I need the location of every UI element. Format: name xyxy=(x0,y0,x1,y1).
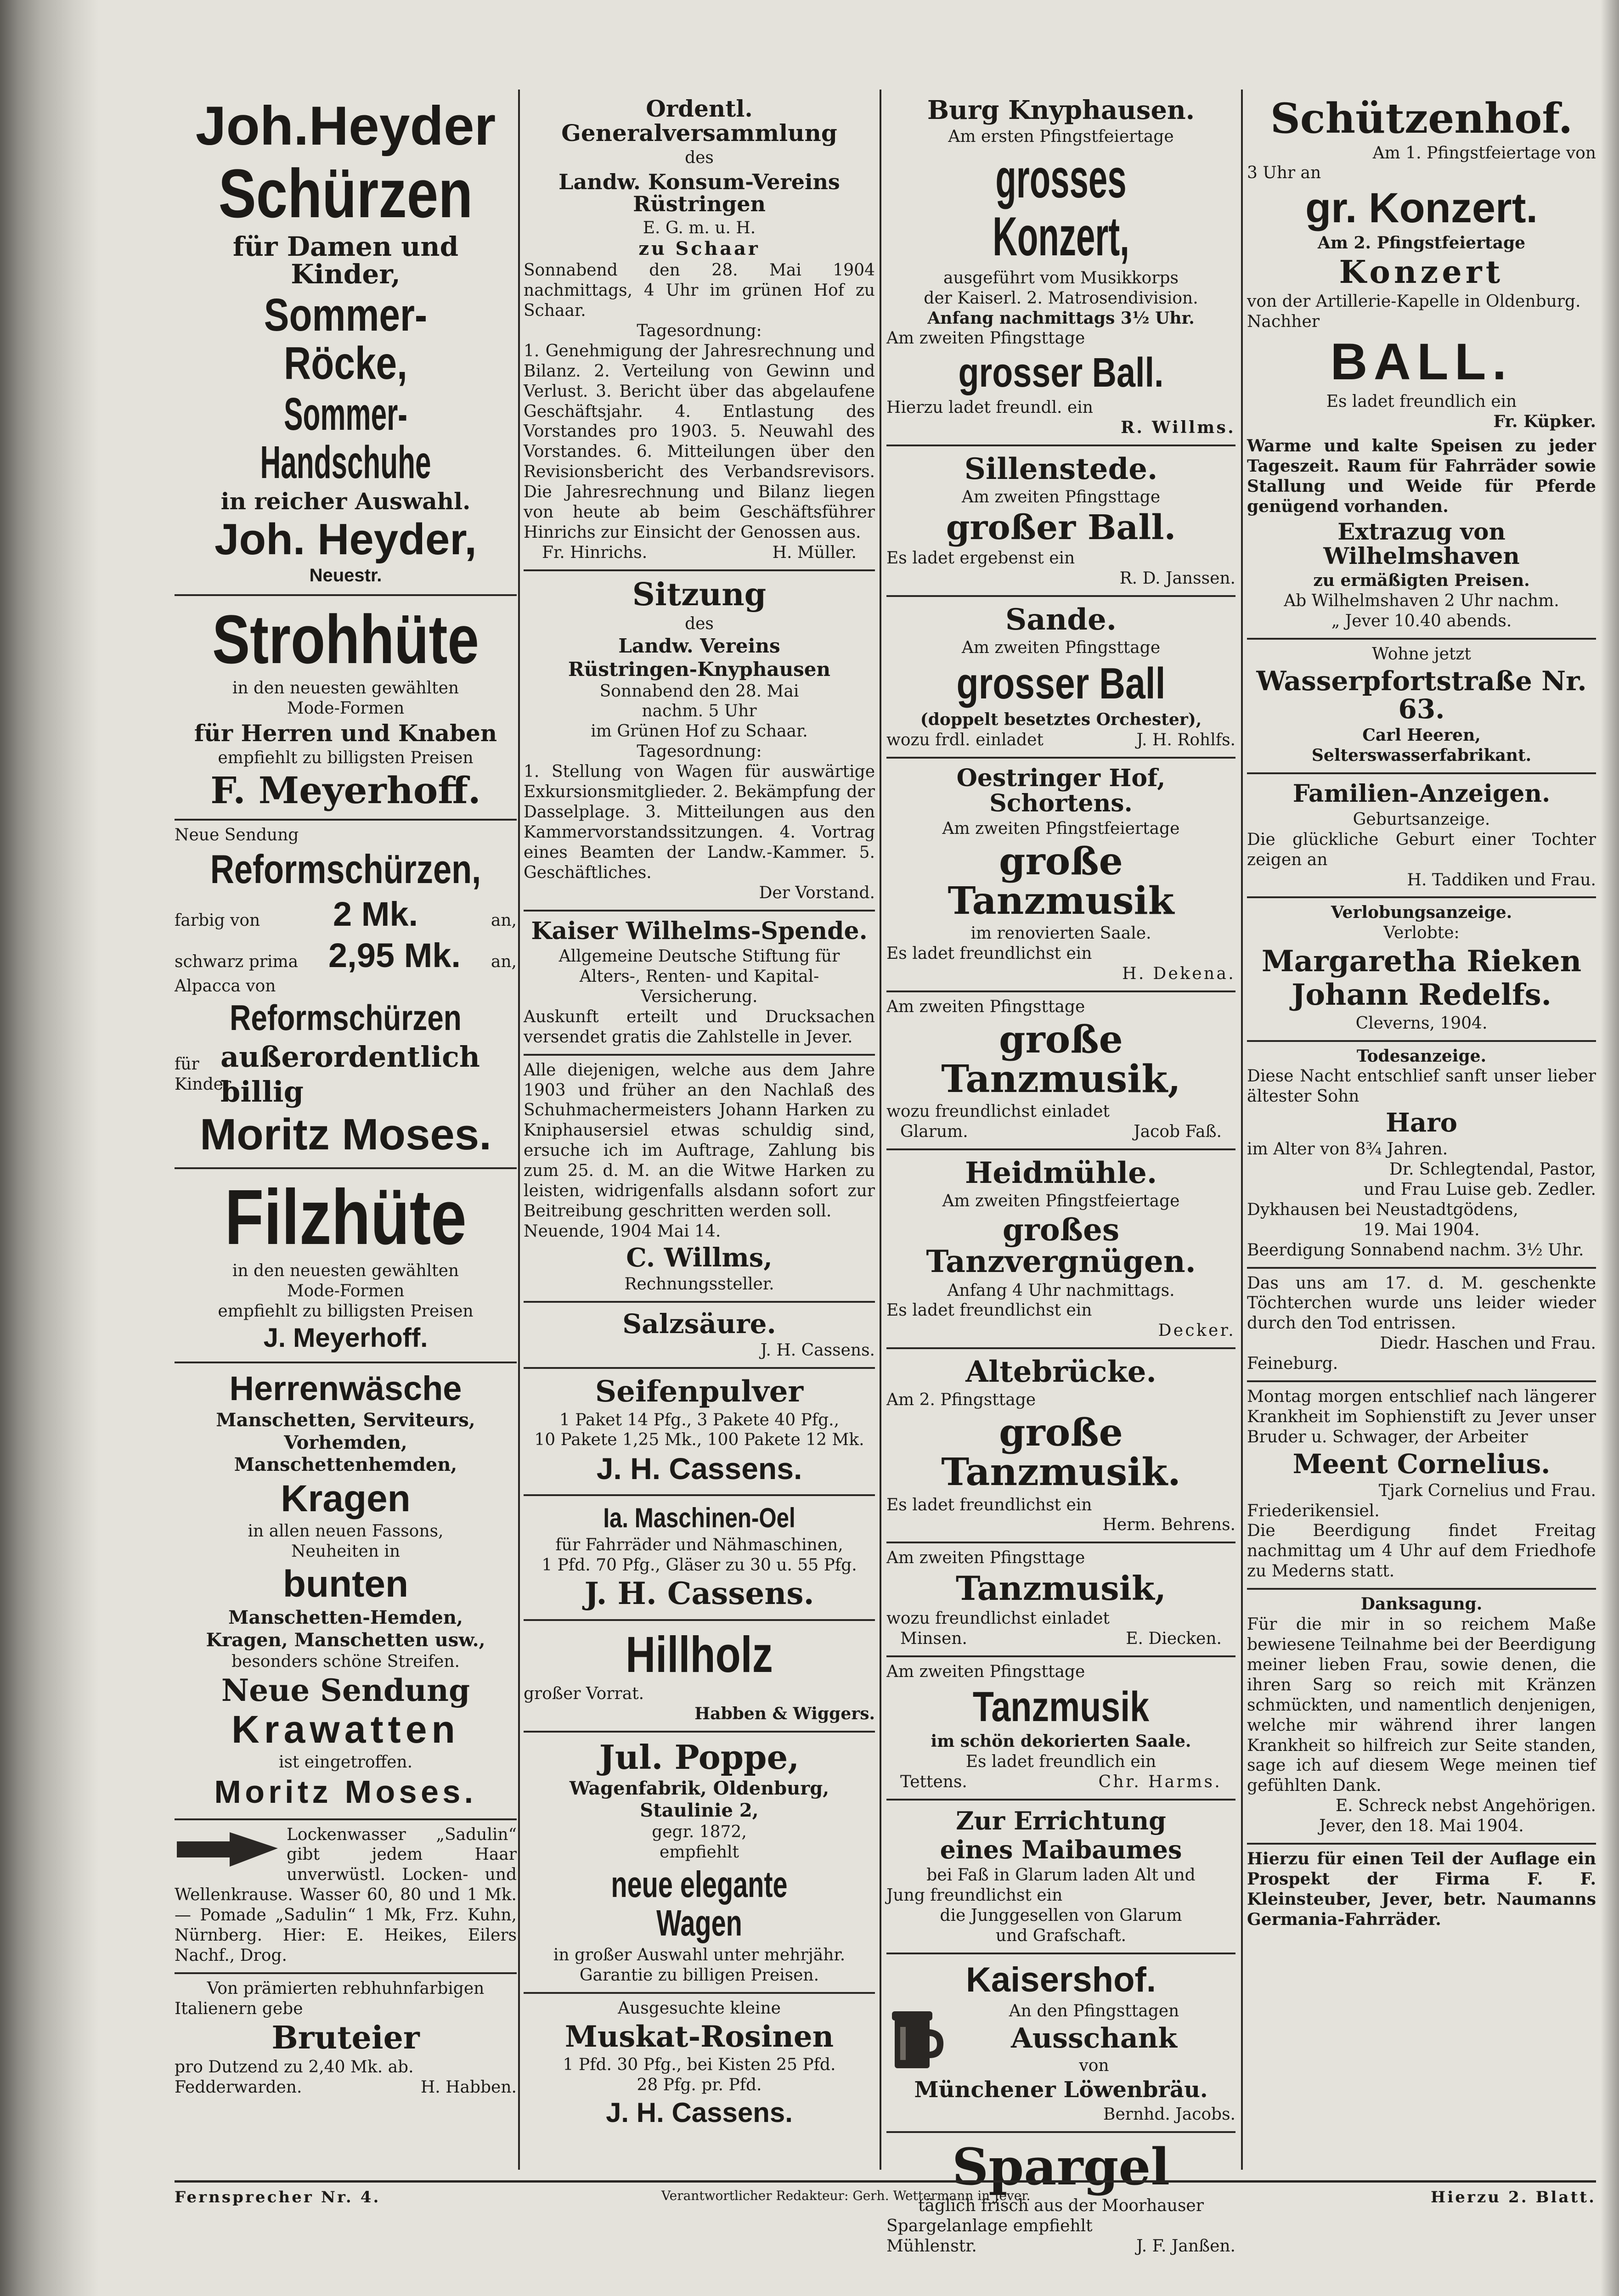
ad-title: Ordentl. Generalversammlung xyxy=(561,95,837,146)
footer-editor: Verantwortlicher Redakteur: Gerh. Wettermann in Jever. xyxy=(661,2188,1031,2203)
column-3 xyxy=(886,90,1235,2256)
ad-harken xyxy=(524,1056,875,1303)
ad-todesanzeige-haro xyxy=(1247,1042,1596,1269)
ad-text: Die glückliche Geburt einer Tochter zeigen an xyxy=(1247,830,1596,869)
ad-sadulin xyxy=(175,1820,517,1974)
ad-title: Hillholz xyxy=(626,1626,773,1683)
ad-maschinen-oel xyxy=(524,1496,875,1621)
ad-title: großes Tanzvergnügen. xyxy=(926,1211,1196,1280)
ad-title: Tanzmusik, xyxy=(956,1569,1166,1608)
ad-sillenstede xyxy=(886,446,1235,597)
ad-title: große Tanzmusik, xyxy=(941,1017,1181,1101)
ad-text: Für die mir in so reichem Maße bewiesene Teilnahme bei der Beerdigung meiner lieben Frau, sowie denen, die ihren Sarg so reich mit Kränzen schmückten, und namentlich denjenigen, welche mir während ihrer langen Krankheit so hilfreich zur Seite standen, sage ich auf diesem Wege meinen tief gefühlten Dank. xyxy=(1247,1615,1596,1795)
ad-signature: J. Meyerhoff. xyxy=(263,1323,428,1353)
ad-line: Rechnungssteller. xyxy=(624,1274,774,1294)
ad-line: Am 2. Pfingstfeiertage xyxy=(1317,233,1526,253)
ad-line: Geburtsanzeige. xyxy=(1353,810,1490,829)
ad-line: Glarum. Jacob Faß. xyxy=(900,1122,1222,1141)
ad-signature: Joh. Heyder, xyxy=(214,514,477,564)
ad-title: Schürzen xyxy=(218,155,473,232)
ad-line: und Grafschaft. xyxy=(995,1926,1127,1945)
ad-line: Neuheiten in xyxy=(291,1542,401,1561)
price-row xyxy=(175,935,517,976)
ad-signature: Fr. Hinrichs. H. Müller. xyxy=(542,543,857,562)
ad-signature: H. Taddiken und Frau. xyxy=(1407,870,1596,889)
ad-line: Verlobte: xyxy=(1383,923,1460,943)
ad-signature: J. H. Cassens. xyxy=(584,1576,814,1612)
ad-title: Reformschürzen, xyxy=(210,846,481,892)
ad-line: Wagenfabrik, Oldenburg, xyxy=(569,1777,829,1799)
ad-title: Reformschürzen xyxy=(230,997,462,1038)
ad-line: ist eingetroffen. xyxy=(278,1753,413,1772)
ad-line: Versicherung. xyxy=(641,987,758,1006)
ad-line: empfiehlt zu billigsten Preisen xyxy=(218,748,474,768)
column-rule xyxy=(518,90,520,2170)
ad-line: in den neuesten gewählten xyxy=(232,679,459,698)
ad-line: empfiehlt zu billigsten Preisen xyxy=(218,1302,474,1321)
ad-text: 1. Stellung von Wagen für auswärtige Exkursionsmitglieder. 2. Bekämpfung der Dasselplage. 3. Mitteilungen aus den Kammervorstandssitzungen. 4. Vortrag eines Beamten der Landw.-Kammer. 5. Geschäftliches. xyxy=(524,762,875,882)
ad-line: im schön dekorierten Saale. xyxy=(931,1732,1191,1751)
ad-signature: H. Dekena. xyxy=(1122,964,1235,984)
ad-line: Von prämierten rebhuhnfarbigen xyxy=(207,1979,485,1998)
ad-line: Jever, den 18. Mai 1904. xyxy=(1319,1817,1524,1836)
ad-title: Familien-Anzeigen. xyxy=(1292,780,1551,808)
ad-title: Münchener Löwenbräu. xyxy=(914,2077,1208,2103)
ad-line: in reicher Auswahl. xyxy=(220,488,471,515)
column-4 xyxy=(1247,90,1596,2151)
ad-signature: J. H. Cassens. xyxy=(606,2097,793,2128)
ad-oestringer-hof xyxy=(886,759,1235,992)
ad-line: Sonnabend den 28. Mai xyxy=(599,681,799,701)
ad-title: Oestringer Hof, Schortens. xyxy=(956,764,1166,817)
ad-title: Danksagung. xyxy=(1360,1594,1483,1614)
ad-line: wozu freundlichst einladet xyxy=(886,1102,1110,1121)
ad-altebruecke xyxy=(886,1349,1235,1543)
ad-line: Dykhausen bei Neustadtgödens, xyxy=(1247,1200,1518,1219)
ad-text: Montag morgen entschlief nach längerer Krankheit im Sophienstift zu Jever unser Bruder u. Schwager, der Arbeiter xyxy=(1247,1387,1596,1446)
ad-signature: F. Meyerhoff. xyxy=(210,769,481,812)
ad-line: Am 2. Pfingsttage xyxy=(886,1390,1036,1410)
ad-signature: Moritz Moses. xyxy=(214,1774,477,1810)
ad-line: Beerdigung Sonnabend nachm. 3½ Uhr. xyxy=(1247,1240,1584,1260)
ad-title: Kragen xyxy=(281,1478,411,1520)
ad-glarum xyxy=(886,992,1235,1150)
ad-line: Nachher xyxy=(1247,312,1320,332)
ad-title: neue elegante Wagen xyxy=(611,1864,788,1944)
ad-tettens xyxy=(886,1657,1235,1801)
ad-line: in großer Auswahl unter mehrjähr. xyxy=(553,1946,846,1965)
ad-title: Konzert xyxy=(1339,253,1504,291)
ad-line: Rüstringen-Knyphausen xyxy=(568,658,831,681)
ad-line: Es ladet freundlichst ein xyxy=(886,1301,1092,1320)
ad-poppe xyxy=(524,1733,875,1994)
ad-title: Joh.Heyder xyxy=(195,95,496,157)
ad-salzsaeure xyxy=(524,1303,875,1369)
ad-line: der Kaiserl. 2. Matrosendivision. xyxy=(924,288,1198,308)
ad-title: Schützenhof. xyxy=(1270,94,1573,143)
ad-title: Johann Redelfs. xyxy=(1292,978,1551,1013)
ad-strohhuete xyxy=(175,596,517,821)
ad-line: an, xyxy=(491,911,517,930)
ad-line: für Fahrräder und Nähmaschinen, xyxy=(555,1535,843,1554)
ad-line: An den Pfingsttagen xyxy=(1009,2001,1179,2020)
ad-line: großer Vorrat. xyxy=(524,1684,644,1704)
ad-title: große Tanzmusik. xyxy=(941,1411,1181,1495)
ad-title: großer Ball. xyxy=(946,507,1176,547)
ad-line: E. G. m. u. H. xyxy=(643,218,756,237)
ad-text: Diese Nacht entschlief sanft unser lieber ältester Sohn xyxy=(1247,1067,1596,1106)
ad-line: 1 Paket 14 Pfg., 3 Pakete 40 Pfg., xyxy=(559,1410,840,1429)
ad-title: gr. Konzert. xyxy=(1305,185,1538,232)
ad-line: zu Schaar xyxy=(638,238,760,260)
ad-line: zu ermäßigten Preisen. xyxy=(1313,571,1530,591)
ad-line: Fedderwarden. H. Habben. xyxy=(175,2078,517,2097)
pointing-hand-icon xyxy=(175,1828,280,1878)
column-1 xyxy=(175,90,517,2151)
ad-wohne-jetzt xyxy=(1247,640,1596,775)
ad-title: Kaisershof. xyxy=(966,1960,1156,1999)
ad-familien-anzeigen xyxy=(1247,774,1596,898)
ad-line: Manschetten-Hemden, xyxy=(228,1607,463,1629)
column-2 xyxy=(524,90,875,2151)
ad-line: Selterswasserfabrikant. xyxy=(1311,746,1532,765)
ad-signature: J. H. Cassens. xyxy=(596,1452,802,1486)
ad-title: grosses Konzert, xyxy=(993,147,1129,267)
ad-title: Herrenwäsche xyxy=(229,1369,462,1408)
ad-minsen xyxy=(886,1543,1235,1657)
ad-line: (doppelt besetztes Orchester), xyxy=(920,710,1202,730)
ad-title: Neue Sendung xyxy=(221,1672,470,1708)
ad-line: von der Artillerie-Kapelle in Oldenburg. xyxy=(1247,292,1581,311)
ad-line: von xyxy=(1079,2056,1109,2075)
ad-text: Das uns am 17. d. M. geschenkte Töchterchen wurde uns leider wieder durch den Tod entrissen. xyxy=(1247,1273,1596,1333)
ad-line: des xyxy=(685,614,714,634)
price: 2 Mk. xyxy=(333,895,418,933)
ad-line: „ Jever 10.40 abends. xyxy=(1331,611,1512,630)
ad-danksagung xyxy=(1247,1590,1596,1845)
ad-signature: R. D. Janssen. xyxy=(1119,569,1235,588)
ad-line: Spargelanlage empfiehlt xyxy=(886,2217,1093,2236)
ad-line: Alpacca von xyxy=(175,977,276,996)
ad-line: Allgemeine Deutsche Stiftung für xyxy=(558,947,840,966)
ad-line: Tagesordnung: xyxy=(637,742,762,761)
ad-signature: Herm. Behrens. xyxy=(1102,1515,1235,1535)
ad-line: Garantie zu billigen Preisen. xyxy=(579,1965,819,1985)
ad-signature: Diedr. Haschen und Frau. xyxy=(1380,1334,1596,1353)
ad-title: Zur Errichtung xyxy=(956,1806,1166,1835)
ad-title: Sommer-Handschuhe xyxy=(260,388,431,489)
ad-line: Es ladet freundlichst ein xyxy=(886,1495,1092,1514)
column-rule xyxy=(880,90,881,2170)
ad-title: große Tanzmusik xyxy=(948,839,1174,923)
ad-line: farbig von xyxy=(175,911,260,930)
ad-line: die Junggesellen von Glarum xyxy=(940,1906,1182,1925)
ad-title: Meent Cornelius. xyxy=(1292,1448,1551,1480)
ad-title: Jul. Poppe, xyxy=(599,1738,800,1777)
ad-line: Mühlenstr. J. F. Janßen. xyxy=(886,2237,1235,2256)
ad-line: 28 Pfg. pr. Pfd. xyxy=(637,2075,762,2094)
ad-generalversammlung xyxy=(524,90,875,571)
ad-title: Haro xyxy=(1385,1108,1458,1138)
beer-mug-icon xyxy=(886,2004,946,2073)
ad-line: Minsen. E. Diecken. xyxy=(900,1629,1222,1648)
ad-signature: E. Schreck nebst Angehörigen. xyxy=(1335,1796,1596,1816)
ad-title: Sillenstede. xyxy=(964,451,1158,486)
ad-line: Am zweiten Pfingsttage xyxy=(886,329,1085,348)
ad-bruteier xyxy=(175,1974,517,2104)
ad-line: nachm. 5 Uhr xyxy=(642,702,757,721)
ad-title: Muskat-Rosinen xyxy=(564,2019,834,2054)
ad-title: Sommer-Röcke, xyxy=(264,289,428,389)
ad-signature: Der Vorstand. xyxy=(759,883,875,902)
ad-signature: Moritz Moses. xyxy=(200,1110,491,1159)
ad-line: wozu freundlichst einladet xyxy=(886,1609,1110,1628)
ad-line: pro Dutzend zu 2,40 Mk. ab. xyxy=(175,2058,414,2077)
ad-line: Am zweiten Pfingsttage xyxy=(886,1548,1085,1568)
ad-line: bei Faß in Glarum laden Alt und xyxy=(926,1866,1196,1885)
ad-signature: C. Willms, xyxy=(626,1242,773,1273)
ad-maibaum xyxy=(886,1801,1235,1954)
ad-seifenpulver xyxy=(524,1369,875,1496)
ad-line: Es ladet freundlich ein xyxy=(1326,392,1517,411)
ad-reformschuerzen xyxy=(175,821,517,1169)
ad-line: Anfang nachmittags 3½ Uhr. xyxy=(927,308,1195,328)
ad-signature: Tjark Cornelius und Frau. xyxy=(1378,1481,1596,1500)
ad-title: grosser Ball xyxy=(956,659,1166,709)
ad-line: Anfang 4 Uhr nachmittags. xyxy=(947,1281,1175,1300)
ad-line: im renovierten Saale. xyxy=(970,924,1151,943)
ad-title: eines Maibaumes xyxy=(940,1835,1182,1864)
ad-line: und Frau Luise geb. Zedler. xyxy=(1363,1180,1596,1199)
column-rule xyxy=(1241,90,1243,2170)
ad-line: im Alter von 8¾ Jahren. xyxy=(1247,1140,1448,1159)
ad-line: 3 Uhr an xyxy=(1247,163,1321,183)
ad-line: Staulinie 2, xyxy=(640,1800,759,1822)
ad-title: Tanzmusik xyxy=(972,1683,1150,1730)
ad-line: im Grünen Hof zu Schaar. xyxy=(591,722,808,741)
ad-line: ausgeführt vom Musikkorps xyxy=(943,268,1179,287)
ad-title: Extrazug von Wilhelmshaven xyxy=(1323,518,1520,569)
ad-verlobung xyxy=(1247,898,1596,1041)
ad-line: Tagesordnung: xyxy=(637,321,762,340)
ad-line: Kragen, Manschetten usw., xyxy=(206,1629,485,1651)
ad-title: Heidmühle. xyxy=(965,1155,1157,1190)
ad-todesanzeige-cornelius xyxy=(1247,1382,1596,1590)
ad-herrenwaesche xyxy=(175,1363,517,1820)
price-row xyxy=(175,894,517,935)
ad-todesanzeige-haschen xyxy=(1247,1269,1596,1383)
ad-line: für Damen und Kinder, xyxy=(232,231,459,290)
ad-text: Auskunft erteilt und Drucksachen versendet gratis die Zahlstelle in Jever. xyxy=(524,1007,875,1047)
ad-signature: Carl Heeren, xyxy=(1362,726,1481,745)
ad-signature: J. H. Cassens. xyxy=(760,1341,875,1360)
ad-line: Neuestr. xyxy=(309,565,382,585)
ad-title: Altebrücke. xyxy=(965,1355,1156,1390)
ad-line: Neue Sendung xyxy=(175,826,299,845)
ad-schuetzenhof xyxy=(1247,90,1596,640)
ad-line: an, xyxy=(491,952,517,971)
ad-line: Neuende, 1904 Mai 14. xyxy=(524,1221,721,1241)
ad-kaisershof xyxy=(886,1954,1235,2133)
ad-title: Margaretha Rieken xyxy=(1261,944,1582,979)
ad-line: Am zweiten Pfingsttage xyxy=(961,487,1161,506)
ad-line: Am zweiten Pfingstfeiertage xyxy=(942,1192,1180,1211)
page-binding-shadow xyxy=(0,0,99,2296)
ad-text: Hierzu für einen Teil der Auflage ein Prospekt der Firma F. F. Kleinsteuber, Jever, betr. Naumanns Germania-Fahrräder. xyxy=(1247,1849,1596,1929)
ad-line: Es ladet freundlich ein xyxy=(965,1752,1156,1772)
ad-line: Landw. Vereins xyxy=(618,635,780,658)
ad-text: Lockenwasser „Sadulin“ gibt jedem Haar unverwüstl. Locken- und Wellenkrause. Wasser 60, 80 und 1 Mk. — Pomade „Sadulin“ 1 Mk, Frz. Kuhn, Nürnberg. Hier: E. Heikes, Eilers Nachf., Drog. xyxy=(175,1825,517,1965)
ad-line: Hierzu ladet freundl. ein xyxy=(886,398,1093,417)
ad-line: Feineburg. xyxy=(1247,1354,1338,1373)
ad-line: für Kinder außerordentlich billig xyxy=(175,1040,480,1109)
ad-line: Ausgesuchte kleine xyxy=(618,1998,781,2018)
ad-line: Am 1. Pfingstfeiertage von xyxy=(1372,143,1596,163)
ad-text: 1. Genehmigung der Jahresrechnung und Bilanz. 2. Verteilung von Gewinn und Verlust. 3. Bericht über das abgelaufene Geschäftsjahr. 4. Entlastung des Vorstandes pro 1903. 5. Neuwahl des Vorstandes. 6. Mitteilungen über den Revisionsbericht des Verbandsrevisors. Die Jahresrechnung und Bilanz liegen von heute ab beim Geschäftsführer Hinrichs zur Einsicht der Genossen aus. xyxy=(524,341,875,542)
ad-line: des xyxy=(685,148,714,167)
ad-line: Landw. Konsum-Vereins Rüstringen xyxy=(558,169,840,217)
ad-line: Manschetten, Serviteurs, xyxy=(216,1409,475,1431)
ad-title: Sande. xyxy=(1005,602,1117,637)
ad-line: Mode-Formen xyxy=(287,698,405,718)
footer-supplement: Hierzu 2. Blatt. xyxy=(1431,2188,1596,2206)
ad-line: Todesanzeige. xyxy=(1356,1046,1487,1066)
ad-title: Kaiser Wilhelms-Spende. xyxy=(531,917,868,945)
ad-text: Alle diejenigen, welche aus dem Jahre 1903 und früher an den Nachlaß des Schuhmachermeisters Johann Harken zu Kniphausersiel etwas schuldig sind, ersuche ich im Auftrage, Zahlung bis zum 25. d. M. an die Witwe Harken zu leisten, widrigenfalls alsdann sofort zur Beitreibung geschritten werden soll. xyxy=(524,1060,875,1221)
ad-line: wozu frdl. einladet J. H. Rohlfs. xyxy=(886,731,1235,750)
ad-signature: Decker. xyxy=(1158,1321,1235,1340)
ad-signature: Habben & Wiggers. xyxy=(694,1704,875,1724)
ad-title: BALL. xyxy=(1330,333,1513,391)
ad-line: Dr. Schlegtendal, Pastor, xyxy=(1389,1160,1596,1179)
page-edge-shadow xyxy=(1601,0,1619,2296)
ad-line: empfiehlt xyxy=(660,1843,739,1862)
ad-line: Am zweiten Pfingstfeiertage xyxy=(942,819,1180,838)
ad-line: in den neuesten gewählten xyxy=(232,1261,459,1281)
price: 2,95 Mk. xyxy=(328,936,461,974)
ad-title: Strohhüte xyxy=(212,600,479,678)
ad-line: Ab Wilhelmshaven 2 Uhr nachm. xyxy=(1284,591,1559,610)
ad-heyder xyxy=(175,90,517,596)
ad-sitzung xyxy=(524,571,875,912)
ad-heidmuehle xyxy=(886,1150,1235,1349)
ad-title: Seifenpulver xyxy=(595,1374,804,1409)
ad-title: Wasserpfortstraße Nr. 63. xyxy=(1256,665,1587,725)
ad-line: täglich frisch aus der Moorhauser xyxy=(918,2196,1204,2216)
ad-line: Am zweiten Pfingsttage xyxy=(886,1662,1085,1681)
ad-line: 1 Pfd. 70 Pfg., Gläser zu 30 u. 55 Pfg. xyxy=(542,1555,857,1575)
ad-line: Wohne jetzt xyxy=(1372,644,1471,664)
ad-line: Friederikensiel. xyxy=(1247,1501,1380,1520)
ad-title: Filzhüte xyxy=(225,1173,467,1261)
ad-line: Italienern gebe xyxy=(175,1999,303,2018)
ad-title: Krawatten xyxy=(231,1707,460,1751)
ad-signature: R. Willms. xyxy=(1121,417,1235,437)
ad-title: Salzsäure. xyxy=(622,1308,776,1339)
ad-line: in allen neuen Fassons, xyxy=(248,1522,444,1541)
ad-line: Am zweiten Pfingsttage xyxy=(886,997,1085,1016)
ad-line: 10 Pakete 1,25 Mk., 100 Pakete 12 Mk. xyxy=(534,1430,864,1450)
ad-title: Spargel xyxy=(952,2137,1170,2196)
ad-line: schwarz prima xyxy=(175,952,299,971)
ad-sande xyxy=(886,597,1235,759)
ad-line: besonders schöne Streifen. xyxy=(231,1652,460,1671)
ad-title: Burg Knyphausen. xyxy=(927,95,1195,125)
ad-burg-knyphausen xyxy=(886,90,1235,446)
ad-line: Tettens. Chr. Harms. xyxy=(900,1772,1222,1791)
ad-line: Es ladet freundlichst ein xyxy=(886,944,1092,963)
ad-filzhuete xyxy=(175,1169,517,1363)
ad-title: Bruteier xyxy=(271,2019,420,2056)
ad-title: grosser Ball. xyxy=(958,350,1164,396)
ad-text: Warme und kalte Speisen zu jeder Tageszeit. Raum für Fahrräder sowie Stallung und Weide für Pferde genügend vorhanden. xyxy=(1247,436,1596,517)
ad-signature: Bernhd. Jacobs. xyxy=(1103,2105,1235,2124)
ad-hillholz xyxy=(524,1621,875,1733)
ad-line: Vorhemden, Manschettenhemden, xyxy=(234,1431,457,1476)
ad-muskat-rosinen xyxy=(524,1994,875,2136)
ad-line: Verlobungsanzeige. xyxy=(1331,903,1512,923)
ad-signature: Fr. Küpker. xyxy=(1493,411,1596,431)
footer-phone: Fernsprecher Nr. 4. xyxy=(175,2188,381,2206)
ad-line: Am zweiten Pfingsttage xyxy=(961,638,1161,658)
ad-kaiser-wilhelms-spende xyxy=(524,912,875,1056)
ad-line: Es ladet ergebenst ein xyxy=(886,549,1075,568)
ad-text: Sonnabend den 28. Mai 1904 nachmittags, 4 Uhr im grünen Hof zu Schaar. xyxy=(524,261,875,321)
ad-prospekt-notice xyxy=(1247,1845,1596,1936)
ad-line: Alters-, Renten- und Kapital- xyxy=(579,967,819,986)
ad-line: 19. Mai 1904. xyxy=(1363,1220,1480,1239)
ad-title: Ia. Maschinen-Oel xyxy=(603,1502,795,1533)
page-footer xyxy=(175,2180,1596,2213)
ad-line: Mode-Formen xyxy=(287,1282,405,1301)
ad-line: 1 Pfd. 30 Pfg., bei Kisten 25 Pfd. xyxy=(563,2055,836,2074)
ad-line: Jung freundlichst ein xyxy=(886,1886,1063,1905)
ad-text: Die Beerdigung findet Freitag nachmittag um 4 Uhr auf dem Friedhofe zu Mederns statt. xyxy=(1247,1521,1596,1581)
ad-line: Am ersten Pfingstfeiertage xyxy=(948,127,1174,146)
ad-line: für Herren und Knaben xyxy=(194,719,497,747)
ad-title: Sitzung xyxy=(632,576,767,613)
ad-line: gegr. 1872, xyxy=(652,1823,747,1842)
ad-line: Cleverns, 1904. xyxy=(1355,1013,1488,1033)
ad-title: bunten xyxy=(282,1563,409,1605)
ad-title: Ausschank xyxy=(1011,2022,1177,2054)
